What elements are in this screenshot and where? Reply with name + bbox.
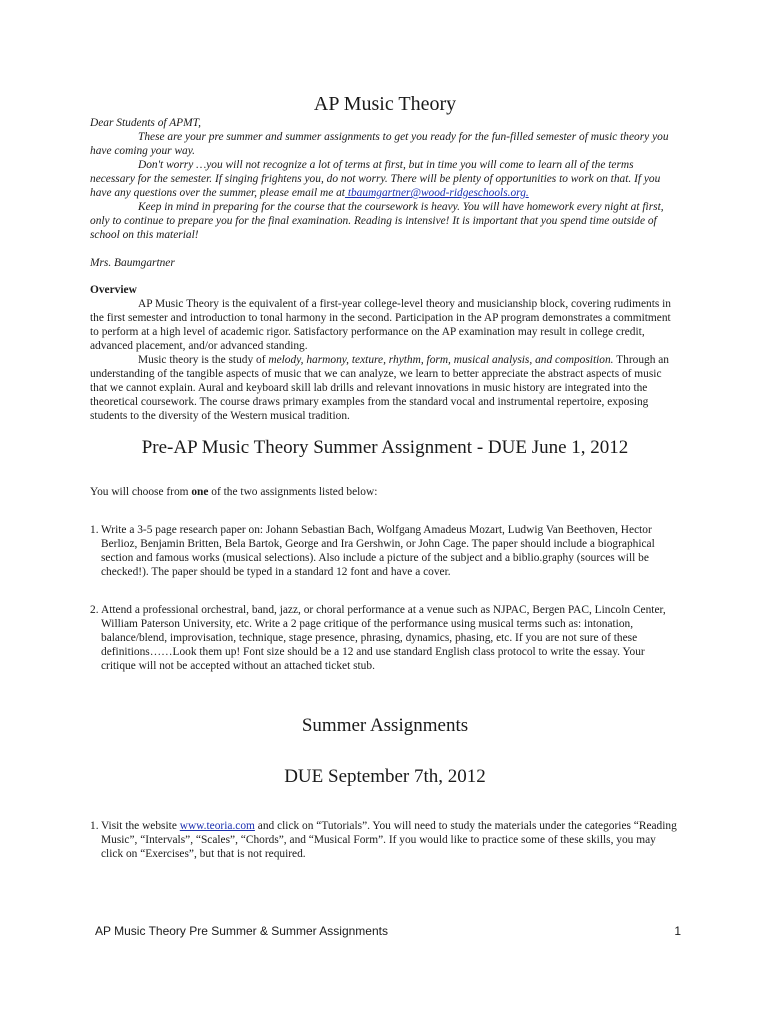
summer-item-start: Visit the website (101, 820, 180, 832)
choose-bold: one (191, 486, 209, 498)
footer-title: AP Music Theory Pre Summer & Summer Assignments (95, 924, 388, 938)
summer-due-date: DUE September 7th, 2012 (284, 766, 486, 787)
choose-start: You will choose from (90, 486, 192, 498)
choose-instruction (90, 485, 680, 499)
item-text: Attend a professional orchestral, band, jazz, or choral performance at a venue such as NJPAC, Bergen PAC, Lincoln Center, William Paterson University, etc. Write a 2 page critique of the performance using musical terms such as: intonation, balance/blend, improvisation, technique, stage presence, phrasing, dynamics, phasing, etc. If you are not sure of these definitions……Look them up! Font size should be a 12 and use standard English class protocol to write the essay. Your critique will not be accepted without an attached ticket stub. (101, 604, 666, 672)
letter-paragraph-1: These are your pre summer and summer assignments to get you ready for the fun-filled semester of music theory you have coming your way. (90, 131, 669, 157)
letter-paragraph-2 (90, 158, 680, 200)
summer-item-rest: and click on “Tutorials”. You will need to study the materials under the categories “Reading Music”, “Intervals”, “Scales”, “Chords”, and “Musical Form”. If you would like to practice some of these skills, you may click on “Exercises”, but that is not required. (101, 820, 677, 860)
document-title: AP Music Theory (313, 93, 457, 115)
choose-end: of the two assignments listed below: (208, 486, 378, 498)
pre-ap-item-1 (90, 523, 680, 579)
overview-section (90, 283, 680, 423)
item-number: 2. (90, 604, 99, 616)
letter-paragraph-2-text: Don't worry …you will not recognize a lot of terms at first, but in time you will come to learn all of the terms necessary for the semester. If singing frightens you, do not worry. There will be plenty of opportunities to work on that. If you have any questions over the summer, please email me at (90, 159, 661, 199)
signature: Mrs. Baumgartner (90, 257, 175, 269)
overview-heading: Overview (90, 284, 137, 296)
teoria-link[interactable]: www.teoria.com (179, 820, 255, 832)
summer-heading: Summer Assignments (301, 715, 469, 736)
email-link[interactable]: tbaumgartner@wood-ridgeschools.org. (344, 187, 529, 199)
item-number: 1. (90, 820, 99, 832)
letter-paragraph-3: Keep in mind in preparing for the course that the coursework is heavy. You will have homework every night at first, only to continue to prepare you for the final examination. Reading is intensive! It is important that you spend time outside of school on this material! (90, 201, 664, 241)
item-number: 1. (90, 524, 99, 536)
page-number: 1 (674, 924, 681, 938)
letter (90, 116, 680, 270)
overview-paragraph-2 (90, 353, 680, 423)
item-text: Write a 3-5 page research paper on: Johann Sebastian Bach, Wolfgang Amadeus Mozart, Ludwig Van Beethoven, Hector Berlioz, Benjamin Britten, Bela Bartok, George and Ira Gershwin, or John Cage. The paper should include a biographical section and famous works (musical selections). Also include a picture of the subject and a biblio.graphy (sources will be checked!). The paper should be typed in a standard 12 font and have a cover. (101, 524, 655, 578)
overview-p2-italic: melody, harmony, texture, rhythm, form, musical analysis, and composition. (268, 354, 614, 366)
pre-ap-item-2 (90, 603, 680, 673)
overview-p2-rest: Through an understanding of the tangible aspects of music that we can analyze, we learn to better appreciate the abstract aspects of music that we cannot explain. Aural and keyboard skill lab drills and relevant innovations in music history are integrated into the theoretical coursework. The course draws primary examples from the standard vocal and instrumental repertoire, exposing students to the diversity of the Western musical tradition. (90, 354, 669, 422)
summer-item-1 (90, 819, 680, 861)
pre-ap-heading: Pre-AP Music Theory Summer Assignment - DUE June 1, 2012 (141, 437, 629, 458)
letter-greeting: Dear Students of APMT, (90, 117, 201, 129)
overview-p2-start: Music theory is the study of (138, 354, 269, 366)
item-text (101, 819, 680, 861)
overview-paragraph-1: AP Music Theory is the equivalent of a first-year college-level theory and musicianship block, covering rudiments in the first semester and introduction to tonal harmony in the second. Participation in the AP program demonstrates a commitment to perform at a high level of academic rigor. Satisfactory performance on the AP examination may result in college credit, advanced placement, and/or advanced standing. (90, 298, 672, 352)
